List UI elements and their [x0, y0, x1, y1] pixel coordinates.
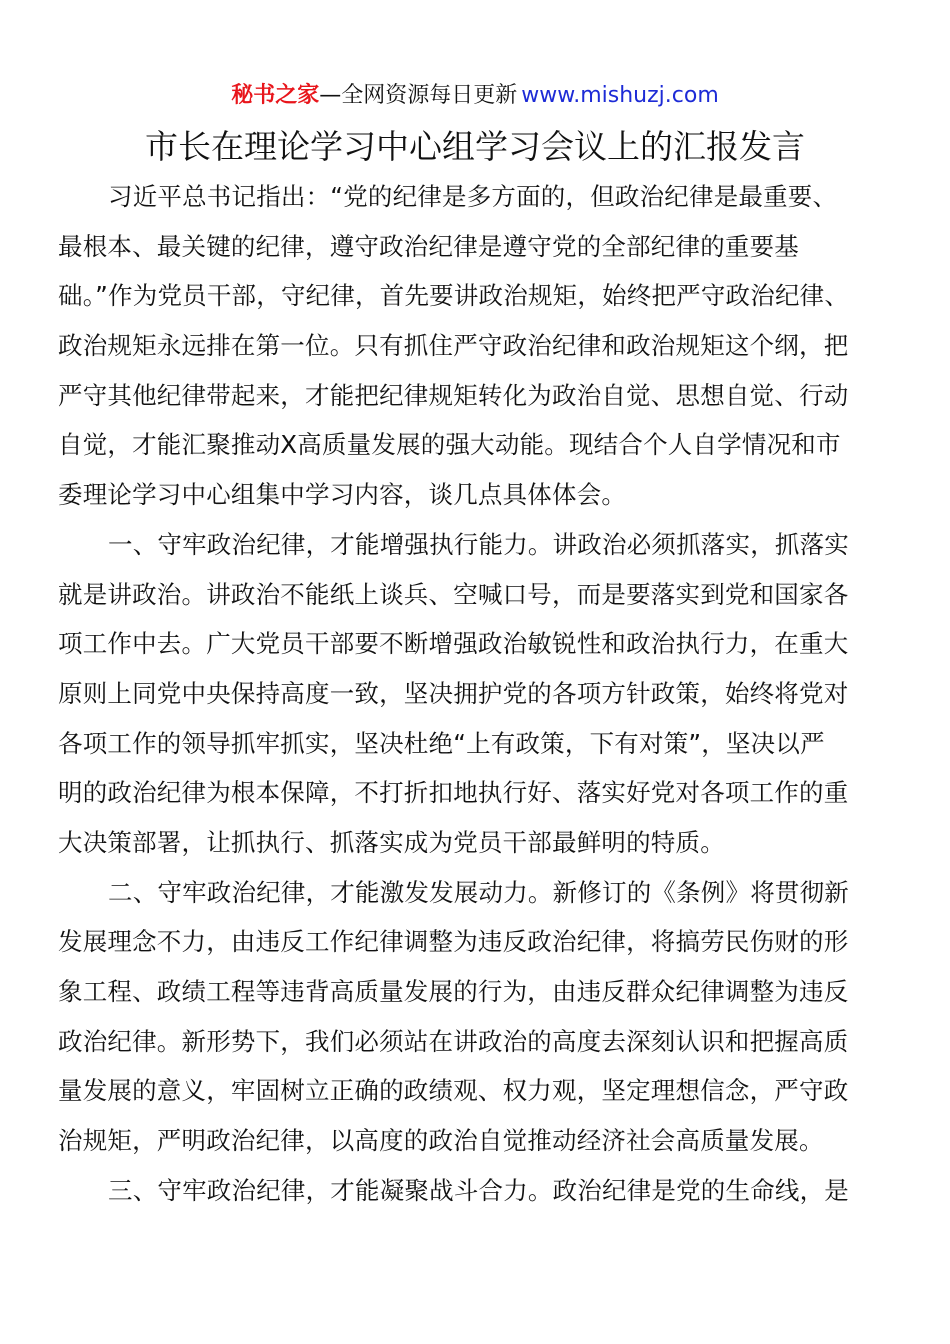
document-body	[58, 172, 888, 1215]
paragraph-line: 发展理念不力，由违反工作纪律调整为违反政治纪律，将搞劳民伤财的形	[58, 927, 849, 957]
paragraph-line: 大决策部署，让抓执行、抓落实成为党员干部最鲜明的特质。	[58, 827, 725, 857]
paragraph-line: 各项工作的领导抓牢抓实，坚决杜绝“上有政策，下有对策”，坚决以严	[58, 728, 825, 758]
paragraph-line: 政治纪律。新形势下，我们必须站在讲政治的高度去深刻认识和把握高质	[58, 1026, 849, 1056]
paragraph-line: 础。”作为党员干部，守纪律，首先要讲政治规矩，始终把严守政治纪律、	[58, 281, 850, 311]
paragraph-line: 项工作中去。广大党员干部要不断增强政治敏锐性和政治执行力，在重大	[58, 629, 849, 659]
paragraph-line: 政治规矩永远排在第一位。只有抓住严守政治纪律和政治规矩这个纲，把	[58, 331, 849, 361]
paragraph-line: 治规矩，严明政治纪律，以高度的政治自觉推动经济社会高质量发展。	[58, 1126, 824, 1156]
paragraph-line: 最根本、最关键的纪律，遵守政治纪律是遵守党的全部纪律的重要基	[58, 231, 799, 261]
site-banner	[0, 80, 950, 112]
site-url-link[interactable]: www.mishuzj.com	[521, 83, 719, 108]
paragraph-line: 一、守牢政治纪律，才能增强执行能力。讲政治必须抓落实，抓落实	[108, 529, 849, 559]
paragraph-line: 明的政治纪律为根本保障，不打折扣地执行好、落实好党对各项工作的重	[58, 778, 849, 808]
paragraph-line: 就是讲政治。讲政治不能纸上谈兵、空喊口号，而是要落实到党和国家各	[58, 579, 849, 609]
paragraph-line: 量发展的意义，牢固树立正确的政绩观、权力观，坚定理想信念，严守政	[58, 1076, 849, 1106]
site-tagline: —全网资源每日更新	[319, 83, 518, 108]
document-title: 市长在理论学习中心组学习会议上的汇报发言	[145, 127, 805, 166]
site-name: 秘书之家	[231, 83, 320, 108]
paragraph-line: 象工程、政绩工程等违背高质量发展的行为，由违反群众纪律调整为违反	[58, 977, 849, 1006]
paragraph-line: 三、守牢政治纪律，才能凝聚战斗合力。政治纪律是党的生命线，是	[108, 1175, 849, 1205]
paragraph-line: 原则上同党中央保持高度一致，坚决拥护党的各项方针政策，始终将党对	[58, 678, 849, 708]
paragraph-line: 二、守牢政治纪律，才能激发发展动力。新修订的《条例》将贯彻新	[108, 877, 849, 907]
paragraph-line: 自觉，才能汇聚推动Ⅹ高质量发展的强大动能。现结合个人自学情况和市	[58, 430, 841, 460]
paragraph-line: 习近平总书记指出：“党的纪律是多方面的，但政治纪律是最重要、	[108, 182, 838, 211]
paragraph-line: 委理论学习中心组集中学习内容，谈几点具体体会。	[58, 480, 627, 510]
paragraph-line: 严守其他纪律带起来，才能把纪律规矩转化为政治自觉、思想自觉、行动	[58, 380, 849, 410]
